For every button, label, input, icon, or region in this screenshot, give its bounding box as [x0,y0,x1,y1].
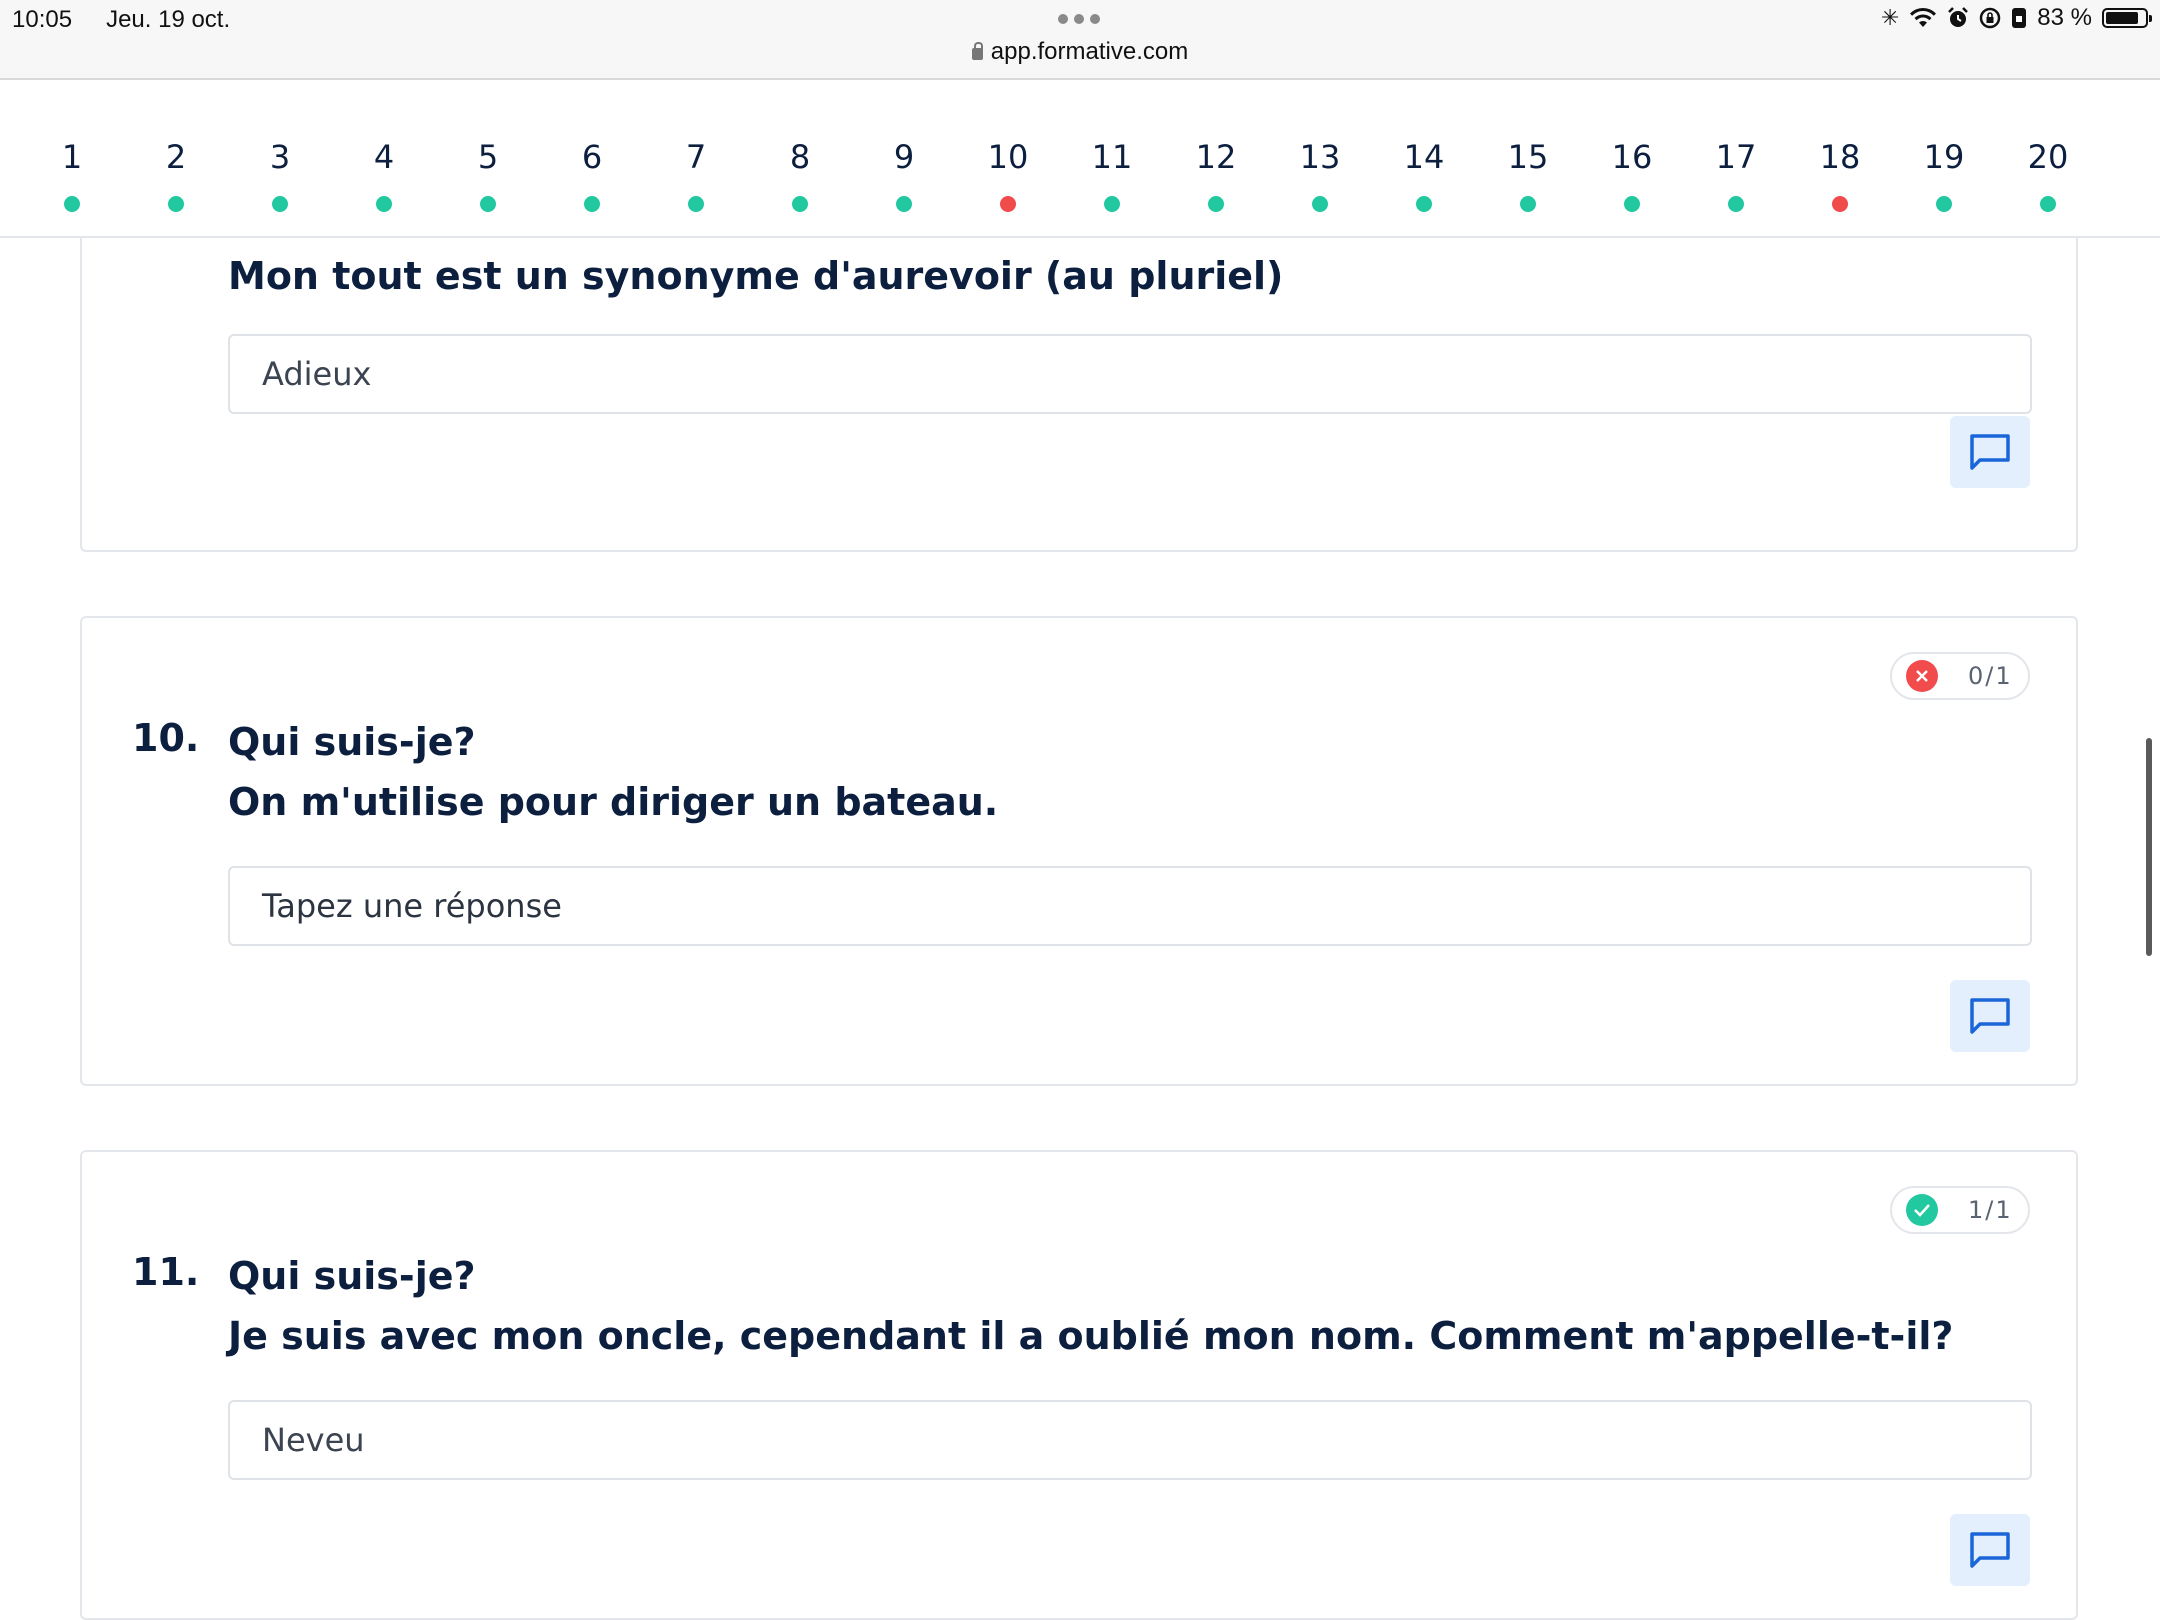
alarm-icon [1947,7,1969,29]
battery-icon [2102,8,2148,28]
question-nav-number[interactable]: 13 [1299,138,1341,176]
question-line: Mon tout est un synonyme d'aurevoir (au pluriel) [228,254,1284,298]
battery-fill [2106,12,2138,24]
question-nav-number[interactable]: 7 [685,138,707,176]
comment-icon [1968,996,2012,1036]
status-dot-correct [792,196,808,212]
comment-icon [1968,1530,2012,1570]
status-dot-correct [376,196,392,212]
question-card-11 [80,1150,2078,1620]
question-nav-number[interactable]: 14 [1403,138,1445,176]
answer-input[interactable]: Neveu [228,1400,2032,1480]
question-nav-number[interactable]: 4 [373,138,395,176]
battery-text: 83 % [2037,4,2092,31]
multitasking-dots-icon[interactable] [1058,14,1100,24]
question-navigator [0,80,2160,238]
status-right [1881,4,2148,32]
status-dot-correct [1416,196,1432,212]
question-nav-number[interactable]: 9 [893,138,915,176]
question-nav-number[interactable]: 16 [1611,138,1653,176]
question-text [228,712,998,832]
question-card-9 [80,238,2078,552]
status-dot-correct [1936,196,1952,212]
status-dot-correct [688,196,704,212]
question-nav-number[interactable]: 8 [789,138,811,176]
question-nav-number[interactable]: 11 [1091,138,1133,176]
question-nav-number[interactable]: 12 [1195,138,1237,176]
answer-input[interactable]: Adieux [228,334,2032,414]
question-line: Qui suis-je? [228,720,476,764]
address-bar[interactable] [0,38,2160,66]
status-dot-correct [1728,196,1744,212]
comment-button[interactable] [1950,1514,2030,1586]
question-nav-number[interactable]: 20 [2027,138,2069,176]
question-line: Qui suis-je? [228,1254,476,1298]
questions-list [0,238,2160,1620]
question-nav-number[interactable]: 18 [1819,138,1861,176]
score-badge [1890,652,2030,700]
activity-icon: ✳ [1880,5,1900,30]
scrollbar[interactable] [2146,738,2152,956]
question-nav-number[interactable]: 5 [477,138,499,176]
question-line: Je suis avec mon oncle, cependant il a oublié mon nom. Comment m'appelle-t-il? [228,1314,1954,1358]
status-left [12,6,264,34]
status-dot-correct [896,196,912,212]
status-dot-correct [584,196,600,212]
status-dot-correct [480,196,496,212]
question-card-10 [80,616,2078,1086]
question-nav-number[interactable]: 19 [1923,138,1965,176]
question-nav-number[interactable]: 15 [1507,138,1549,176]
question-nav-number[interactable]: 2 [165,138,187,176]
status-time: 10:05 [12,6,73,33]
question-nav-number[interactable]: 10 [987,138,1029,176]
comment-icon [1968,432,2012,472]
status-dot-correct [1208,196,1224,212]
question-text [228,246,1283,306]
status-dot-correct [272,196,288,212]
correct-icon [1906,1194,1938,1226]
score-value: 0/1 [1968,662,2013,690]
status-dot-correct [64,196,80,212]
status-dot-incorrect [1832,196,1848,212]
question-nav-number[interactable]: 17 [1715,138,1757,176]
question-line: On m'utilise pour diriger un bateau. [228,780,999,824]
comment-button[interactable] [1950,416,2030,488]
status-dot-correct [1624,196,1640,212]
status-dot-correct [2040,196,2056,212]
question-nav-number[interactable]: 3 [269,138,291,176]
portrait-lock-icon [2011,7,2027,29]
status-dot-correct [1312,196,1328,212]
answer-input[interactable]: Tapez une réponse [228,866,2032,946]
incorrect-icon [1906,660,1938,692]
question-nav-number[interactable]: 1 [61,138,83,176]
lock-icon [972,48,983,60]
status-dot-correct [168,196,184,212]
browser-chrome [0,0,2160,80]
question-number: 10. [132,716,200,760]
status-dot-correct [1104,196,1120,212]
url-text: app.formative.com [990,38,1189,65]
screen-lock-icon [1979,7,2001,29]
wifi-icon [1909,7,1937,29]
status-dot-incorrect [1000,196,1016,212]
question-text [228,1246,1953,1366]
score-badge [1890,1186,2030,1234]
comment-button[interactable] [1950,980,2030,1052]
score-value: 1/1 [1968,1196,2013,1224]
status-date: Jeu. 19 oct. [106,6,231,33]
status-dot-correct [1520,196,1536,212]
question-number: 11. [132,1250,200,1294]
question-nav-number[interactable]: 6 [581,138,603,176]
